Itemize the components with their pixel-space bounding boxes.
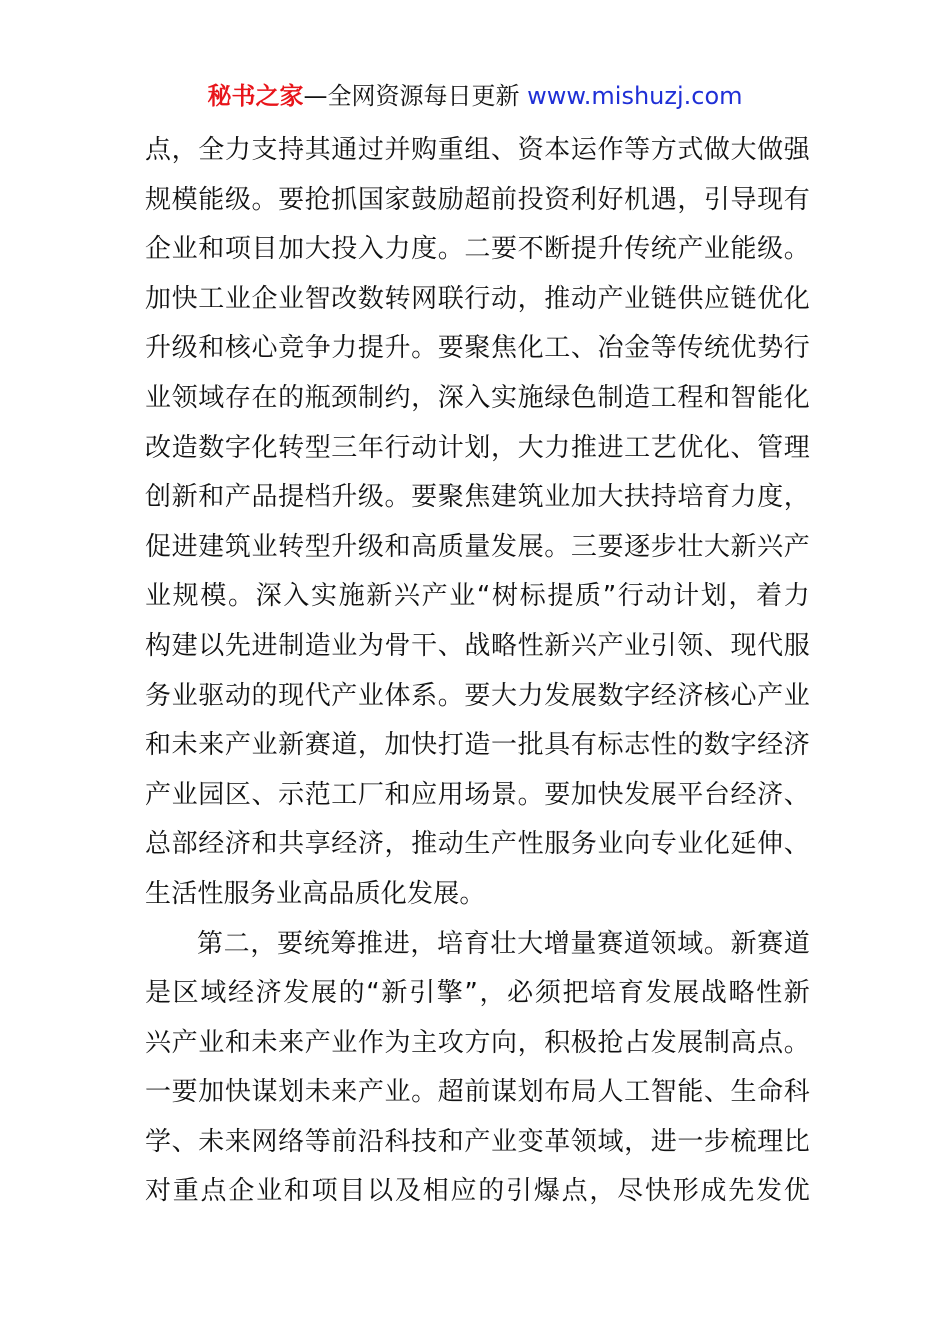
- text-line: 学、未来网络等前沿科技和产业变革领域，进一步梳理比: [145, 1126, 810, 1157]
- text-line: 对重点企业和项目以及相应的引爆点，尽快形成先发优: [145, 1176, 810, 1207]
- text-line: 兴产业和未来产业作为主攻方向，积极抢占发展制高点。: [145, 1027, 810, 1058]
- text-line: 点，全力支持其通过并购重组、资本运作等方式做大做强: [145, 135, 810, 165]
- text-line: 总部经济和共享经济，推动生产性服务业向专业化延伸、: [145, 829, 810, 860]
- text-line: 加快工业企业智改数转网联行动，推动产业链供应链优化: [145, 283, 810, 314]
- watermark-header: [0, 80, 950, 112]
- text-line: 创新和产品提档升级。要聚焦建筑业加大扶持培育力度，: [145, 482, 810, 513]
- site-url[interactable]: www.mishuzj.com: [527, 82, 743, 110]
- text-line: 和未来产业新赛道，加快打造一批具有标志性的数字经济: [145, 730, 810, 761]
- text-line: 业规模。深入实施新兴产业“树标提质”行动计划，着力: [145, 581, 810, 612]
- text-line: 是区域经济发展的“新引擎”，必须把培育发展战略性新: [145, 978, 810, 1009]
- text-line: 改造数字化转型三年行动计划，大力推进工艺优化、管理: [145, 432, 810, 463]
- text-line: 构建以先进制造业为骨干、战略性新兴产业引领、现代服: [145, 630, 810, 661]
- text-line: 一要加快谋划未来产业。超前谋划布局人工智能、生命科: [145, 1077, 810, 1108]
- text-line: 升级和核心竞争力提升。要聚焦化工、冶金等传统优势行: [145, 333, 810, 364]
- text-line: 产业园区、示范工厂和应用场景。要加快发展平台经济、: [145, 779, 810, 810]
- document-body: [145, 126, 810, 1217]
- header-slogan: —全网资源每日更新: [303, 82, 528, 110]
- paragraph-start-line: 第二，要统筹推进，培育壮大增量赛道领域。新赛道: [197, 928, 810, 959]
- text-line: 业领域存在的瓶颈制约，深入实施绿色制造工程和智能化: [145, 382, 810, 413]
- text-line: 规模能级。要抢抓国家鼓励超前投资利好机遇，引导现有: [145, 184, 810, 215]
- text-line: 促进建筑业转型升级和高质量发展。三要逐步壮大新兴产: [145, 531, 810, 562]
- paragraph-end-line: 生活性服务业高品质化发展。: [145, 878, 486, 909]
- text-line: 企业和项目加大投入力度。二要不断提升传统产业能级。: [145, 234, 810, 265]
- brand-name: 秘书之家: [207, 82, 304, 110]
- text-line: 务业驱动的现代产业体系。要大力发展数字经济核心产业: [145, 680, 810, 711]
